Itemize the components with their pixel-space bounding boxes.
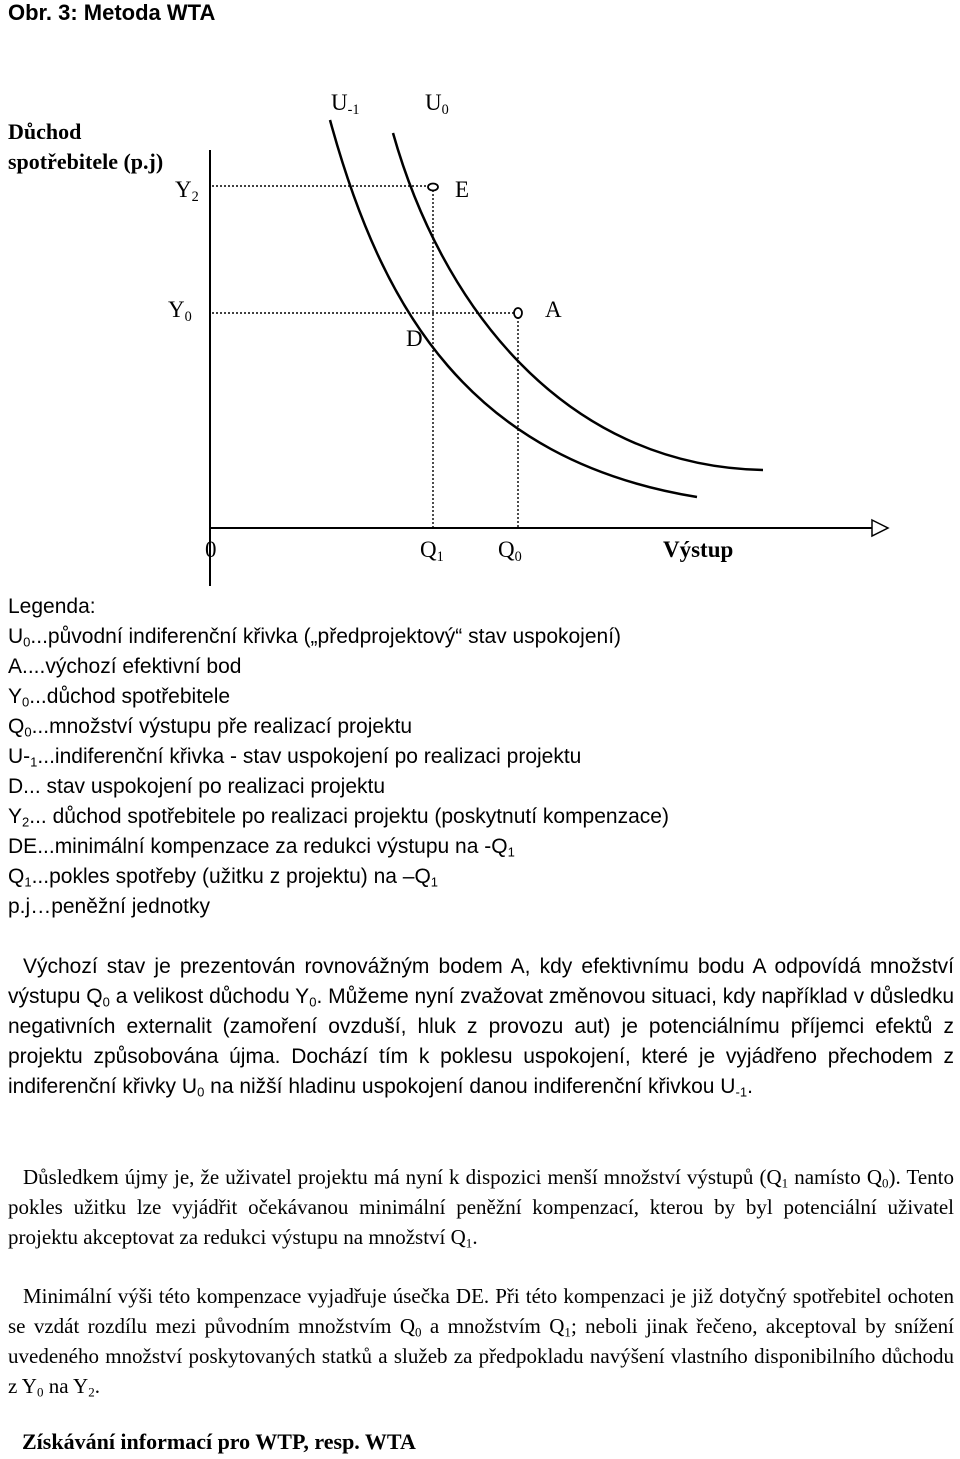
legend [8, 592, 669, 922]
legend-heading: Legenda: [8, 595, 96, 618]
x-axis-arrowhead [872, 520, 888, 536]
legend-item: $U-_1...indiferenční$ křivka - stav uspokojení po realizaci projektu [8, 745, 582, 770]
paragraph-3: Minimální výši této kompenzace vyjadřuje úsečka DE. Při této kompenzaci je již dotyčný spotřebitel ochoten se vzdát rozdílu mezi původním množstvím $Q_0$ a množstvím $Q_1$; neboli jinak řečeno, akceptoval by snížení uvedeného množství poskytovaných statků a služeb za předpokladu navýšení vlastního disponibilního důchodu z $Y_0$ na $Y_2$. [8, 1284, 954, 1400]
point-e-marker [428, 184, 438, 191]
indifference-curve-u-minus1 [330, 120, 697, 497]
label-e: E [455, 177, 470, 202]
wta-diagram [0, 0, 960, 590]
label-q0: $Q_0$ [498, 537, 522, 565]
figure-title: Obr. 3: Metoda WTA [8, 0, 216, 25]
indifference-curve-u0 [393, 133, 763, 470]
section-heading: Získávání informací pro WTP, resp. WTA [22, 1429, 416, 1454]
label-y0: $Y_0$ [168, 297, 192, 325]
paragraph-2: Důsledkem újmy je, že uživatel projektu má nyní k dispozici menší množství výstupů ($Q_1$ namísto $Q_0$). Tento pokles užitku lze vyjádřit očekávanou minimální peněžní kompenzací, kterou by byl potenciální uživatel projektu akceptovat za redukci výstupu na množství $Q_1$. [8, 1165, 954, 1251]
paragraph-1: Výchozí stav je prezentován rovnovážným bodem A, kdy efektivnímu bodu A odpovídá množství výstupu $Q_0$ a velikost důchodu $Y_0$. Můžeme nyní zvažovat změnovou situaci, kdy například v důsledku negativních externalit (zamoření ovzduší, hluk z provozu aut) je potenciálnímu příjemci efektů z projektu způsobována újma. Dochází tím k poklesu uspokojení, které je vyjádřeno přechodem z indiferenční křivky $U_0$ na nižší hladinu uspokojení danou indiferenční křivkou $U_{-1}$. [8, 955, 954, 1100]
legend-item: A....výchozí efektivní bod [8, 655, 242, 678]
label-u-minus1: $U_{-1}$ [331, 90, 360, 118]
x-axis-title: Výstup [663, 537, 734, 562]
label-a: A [545, 297, 562, 322]
legend-item: $U_0...původní$ indiferenční křivka („předprojektový“ stav uspokojení) [8, 625, 622, 650]
point-a-marker [514, 308, 522, 318]
legend-item: DE...minimální kompenzace za redukci výstupu na $-Q_1$ [8, 835, 515, 860]
y-axis-title-line1: Důchod [8, 119, 82, 144]
label-u0: $U_0$ [425, 90, 449, 118]
legend-item: $Q_1...pokles$ spotřeby (užitku z projektu) na $-Q_1$ [8, 865, 439, 890]
legend-item: D... stav uspokojení po realizaci projektu [8, 775, 386, 798]
legend-item: $Y_0...důchod$ spotřebitele [8, 685, 231, 710]
legend-item: $Y_2$... důchod spotřebitele po realizaci projektu (poskytnutí kompenzace) [8, 805, 669, 830]
legend-item: $Q_0...množství$ výstupu pře realizací projektu [8, 715, 413, 740]
label-d: D [406, 326, 423, 351]
legend-item: p.j…peněžní jednotky [8, 895, 210, 918]
y-axis-title-line2: spotřebitele (p.j) [8, 149, 164, 174]
label-y2: $Y_2$ [175, 177, 199, 205]
label-origin: 0 [205, 537, 217, 562]
label-q1: $Q_1$ [420, 537, 444, 565]
